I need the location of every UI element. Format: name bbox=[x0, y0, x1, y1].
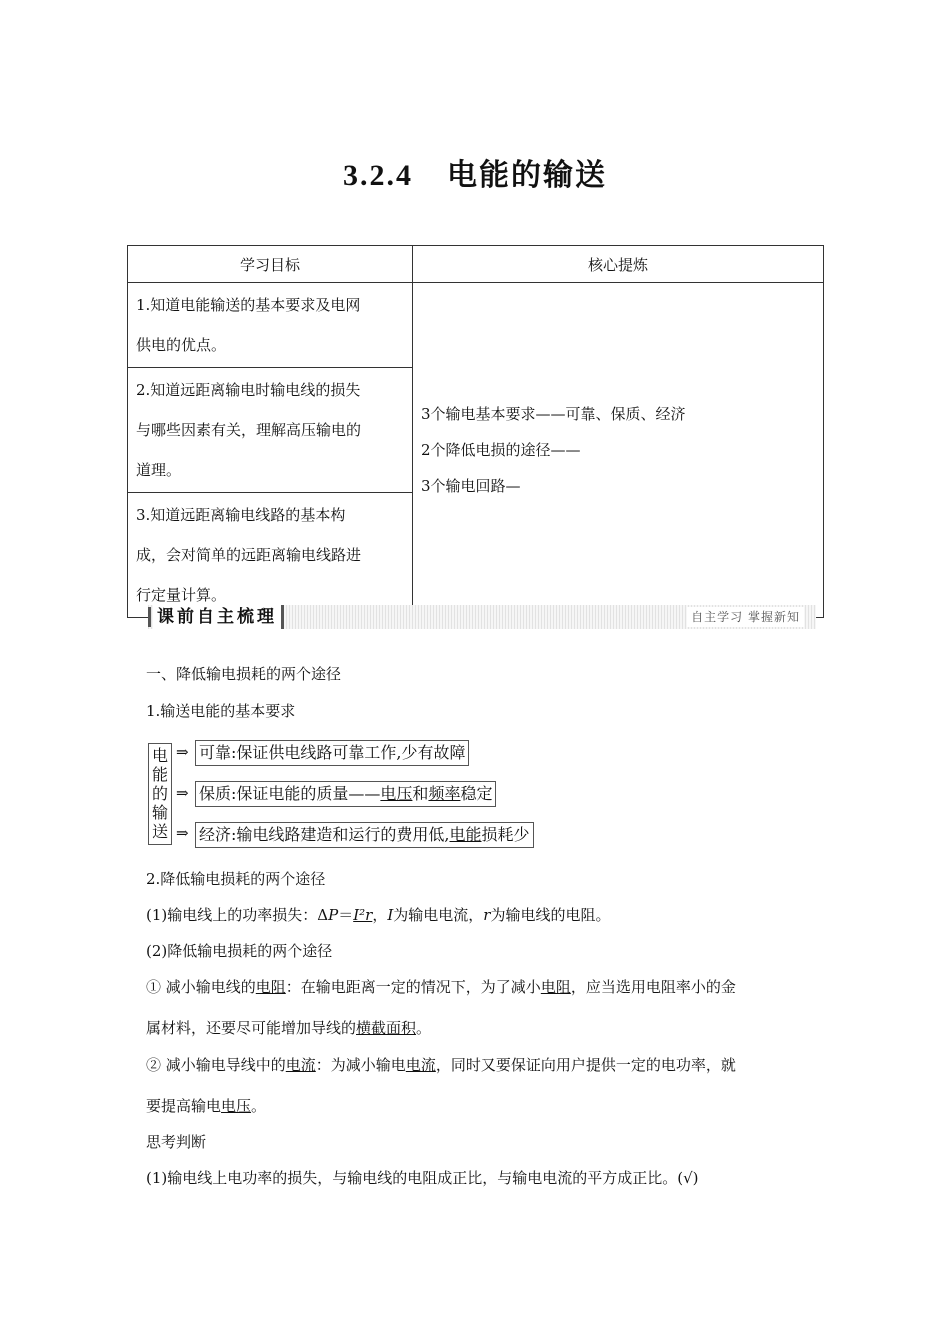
text: ＝ bbox=[338, 906, 354, 924]
sub1-title: 1.输送电能的基本要求 bbox=[146, 702, 296, 720]
paragraph-two-ways: (2)降低输电损耗的两个途径 bbox=[146, 942, 333, 960]
core-line: 3个输电回路— bbox=[421, 477, 521, 495]
paragraph-reduce-current-cont bbox=[146, 1095, 266, 1116]
text: 保质:保证电能的质量—— bbox=[199, 784, 381, 803]
text: 损耗少 bbox=[481, 825, 530, 844]
core-summary-cell bbox=[413, 283, 824, 618]
goals-table bbox=[127, 245, 824, 618]
text: 和 bbox=[412, 784, 429, 803]
text: 经济:输电线路建造和运行的费用低, bbox=[199, 825, 450, 844]
arrow-icon: ⇒ bbox=[176, 743, 189, 761]
text: ① 减小输电线的 bbox=[146, 978, 256, 996]
think-title: 思考判断 bbox=[146, 1133, 207, 1151]
text: ② 减小输电导线中的 bbox=[146, 1056, 286, 1074]
sub2-title: 2.降低输电损耗的两个途径 bbox=[146, 870, 326, 888]
diagram-box-quality bbox=[195, 781, 496, 807]
text: 稳定 bbox=[460, 784, 493, 803]
diagram-vertical-label bbox=[148, 743, 172, 845]
text: 要提高输电 bbox=[146, 1097, 222, 1115]
header-learning-goals: 学习目标 bbox=[128, 246, 413, 283]
goal-cell-2 bbox=[128, 368, 413, 493]
table-row bbox=[128, 283, 824, 368]
section-band bbox=[148, 605, 816, 629]
text: ：为减小输电 bbox=[315, 1056, 406, 1074]
blank-answer: 电流 bbox=[405, 1056, 436, 1074]
section1-title: 一、降低输电损耗的两个途径 bbox=[146, 665, 342, 683]
goal-cell-1 bbox=[128, 283, 413, 368]
goal-line: 与哪些因素有关，理解高压输电的 bbox=[136, 421, 362, 439]
text: (1)输电线上的功率损失：Δ bbox=[146, 906, 329, 924]
blank-answer: 电压 bbox=[380, 784, 413, 803]
goal-line: 供电的优点。 bbox=[136, 336, 227, 354]
label-char: 送 bbox=[151, 822, 168, 841]
blank-answer: I²r bbox=[353, 906, 373, 924]
label-char: 的 bbox=[151, 784, 168, 803]
judge-item-1: (1)输电线上电功率的损失，与输电线的电阻成正比，与输电电流的平方成正比。(√) bbox=[146, 1169, 699, 1187]
section-tag: 自主学习 掌握新知 bbox=[687, 607, 804, 627]
text: 。 bbox=[251, 1097, 267, 1115]
arrow-icon: ⇒ bbox=[176, 784, 189, 802]
diagram-box-economy bbox=[195, 822, 534, 848]
section-title: 电能的输送 bbox=[447, 158, 607, 193]
page-title bbox=[0, 150, 950, 194]
label-char: 输 bbox=[151, 803, 168, 822]
paragraph-reduce-resistance-cont bbox=[146, 1017, 431, 1038]
goal-line: 2.知道远距离输电时输电线的损失 bbox=[136, 381, 361, 399]
table-header-row bbox=[128, 246, 824, 283]
text: ， bbox=[372, 906, 388, 924]
core-line: 3个输电基本要求——可靠、保质、经济 bbox=[421, 405, 686, 423]
blank-answer: 电阻 bbox=[540, 978, 571, 996]
label-char: 电 bbox=[151, 746, 168, 765]
blank-answer: 电阻 bbox=[255, 978, 286, 996]
text: 为输电电流， bbox=[393, 906, 484, 924]
goal-line: 3.知道远距离输电线路的基本构 bbox=[136, 506, 346, 524]
goal-line: 行定量计算。 bbox=[136, 586, 227, 604]
goal-line: 道理。 bbox=[136, 461, 182, 479]
goal-cell-3 bbox=[128, 493, 413, 618]
goal-line: 成，会对简单的远距离输电线路进 bbox=[136, 546, 362, 564]
arrow-icon: ⇒ bbox=[176, 824, 189, 842]
symbol: I bbox=[387, 906, 394, 924]
text: 。 bbox=[416, 1019, 432, 1037]
text: ，同时又要保证向用户提供一定的电功率，就 bbox=[435, 1056, 736, 1074]
text: 属材料，还要尽可能增加导线的 bbox=[146, 1019, 357, 1037]
band-bar bbox=[148, 607, 151, 627]
section-heading: 课前自主梳理 bbox=[153, 605, 284, 629]
symbol: P bbox=[328, 906, 339, 924]
section-number: 3.2.4 bbox=[343, 159, 413, 192]
paragraph-power-loss bbox=[146, 904, 610, 925]
core-line: 2个降低电损的途径—— bbox=[421, 441, 581, 459]
paragraph-reduce-resistance bbox=[146, 976, 736, 997]
text: ，应当选用电阻率小的金 bbox=[570, 978, 736, 996]
blank-answer: 电压 bbox=[221, 1097, 252, 1115]
symbol: r bbox=[483, 906, 491, 924]
text: 为输电线的电阻。 bbox=[490, 906, 611, 924]
blank-answer: 电能 bbox=[449, 825, 482, 844]
paragraph-reduce-current bbox=[146, 1054, 736, 1075]
goal-line: 1.知道电能输送的基本要求及电网 bbox=[136, 296, 361, 314]
text: ：在输电距离一定的情况下，为了减小 bbox=[285, 978, 541, 996]
label-char: 能 bbox=[151, 765, 168, 784]
blank-answer: 电流 bbox=[285, 1056, 316, 1074]
diagram-box-reliable: 可靠:保证供电线路可靠工作,少有故障 bbox=[195, 740, 469, 766]
blank-answer: 频率 bbox=[428, 784, 461, 803]
blank-answer: 横截面积 bbox=[356, 1019, 417, 1037]
header-core-summary: 核心提炼 bbox=[413, 246, 824, 283]
